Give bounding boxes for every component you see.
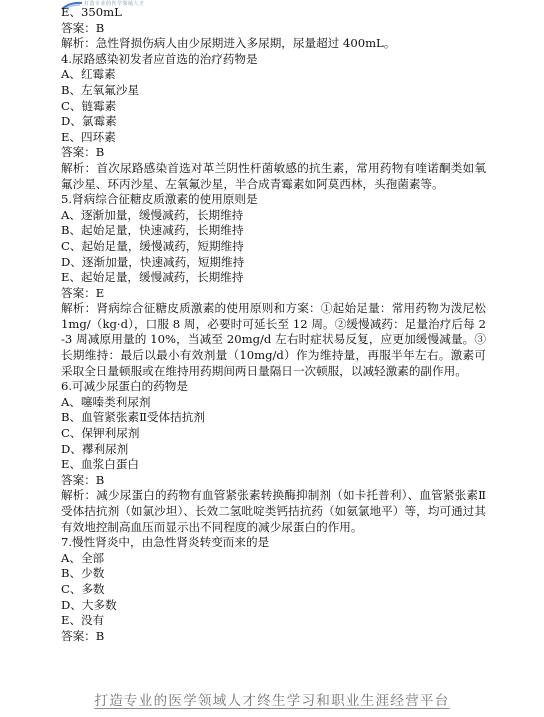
q4-option-b: B、左氧氟沙星 (61, 82, 140, 97)
footer-slogan (0, 689, 544, 709)
q5-option-d: D、逐渐加量，快速减药，短期维持 (61, 254, 245, 269)
q7-option-b: B、少数 (61, 566, 105, 581)
q6-option-b: B、血管紧张素Ⅱ受体拮抗剂 (61, 410, 205, 425)
footer-slogan-text: 打造专业的医学领域人才终生学习和职业生涯经营平台 (94, 693, 450, 709)
q5-option-b: B、起始足量，快速减药，长期维持 (61, 223, 244, 238)
q4-option-c: C、链霉素 (61, 98, 117, 113)
q4-option-a: A、红霉素 (61, 67, 116, 82)
q6-option-d: D、襻利尿剂 (61, 441, 129, 456)
q7-option-d: D、大多数 (61, 597, 117, 612)
q7-answer: 答案：B (61, 628, 105, 643)
q3-option-e: E、350mL (61, 5, 122, 19)
q7-option-c: C、多数 (61, 581, 105, 596)
q4-title: 4.尿路感染初发者应首选的治疗药物是 (61, 51, 258, 66)
q6-answer: 答案：B (61, 472, 105, 487)
q5-analysis: 解析：肾病综合征糖皮质激素的使用原则和方案：①起始足量：常用药物为泼尼松 1mg/（kg·d），口服 8 周，必要时可延长至 12 周。②缓慢减药：足量治疗后每 2-3 周减原用量的 10%，当减至 20mg/d 左右时症状易反复，应更加缓慢减量。③长期维持：最后以最小有效剂量（10mg/d）作为维持量，再服半年左右。激素可采取全日量顿服或在维持用药期间两日量隔日一次顿服，以减轻激素的副作用。 (61, 301, 486, 378)
q7-option-e: E、没有 (61, 613, 105, 628)
q4-option-e: E、四环素 (61, 129, 116, 144)
q3-analysis: 解析：急性肾损伤病人由少尿期进入多尿期，尿量超过 400mL。 (61, 36, 396, 51)
q3-answer: 答案：B (61, 20, 105, 35)
q5-option-a: A、逐渐加量，缓慢减药，长期维持 (61, 207, 244, 222)
logo-tagline: 打造专业的医学领域人才 (84, 1, 145, 7)
q4-option-d: D、氯霉素 (61, 114, 117, 129)
q4-analysis: 解析：首次尿路感染首选对革兰阴性杆菌敏感的抗生素，常用药物有喹诺酮类如氧氟沙星、环丙沙星、左氧氟沙星，半合成青霉素如阿莫西林，头孢菌素等。 (61, 160, 486, 191)
q5-title: 5.肾病综合征糖皮质激素的使用原则是 (61, 192, 258, 207)
q5-option-e: E、起始足量，缓慢减药，长期维持 (61, 270, 244, 285)
question-content (61, 5, 486, 644)
q6-title: 6.可减少尿蛋白的药物是 (61, 379, 188, 394)
q4-answer: 答案：B (61, 145, 105, 160)
q5-answer: 答案：E (61, 285, 105, 300)
q6-analysis: 解析：减少尿蛋白的药物有血管紧张素转换酶抑制剂（如卡托普利）、血管紧张素Ⅱ受体拮抗剂（如氯沙坦）、长效二氢吡啶类钙拮抗药（如氨氯地平）等，均可通过其有效地控制高血压而显示出不同程度的减少尿蛋白的作用。 (61, 488, 486, 534)
q5-option-c: C、起始足量，缓慢减药，短期维持 (61, 238, 244, 253)
q6-option-a: A、噻嗪类利尿剂 (61, 394, 151, 409)
q7-title: 7.慢性肾炎中，由急性肾炎转变而来的是 (61, 535, 270, 550)
q7-option-a: A、全部 (61, 550, 105, 565)
q6-option-c: C、保钾利尿剂 (61, 426, 140, 441)
q6-option-e: E、血浆白蛋白 (61, 457, 140, 472)
